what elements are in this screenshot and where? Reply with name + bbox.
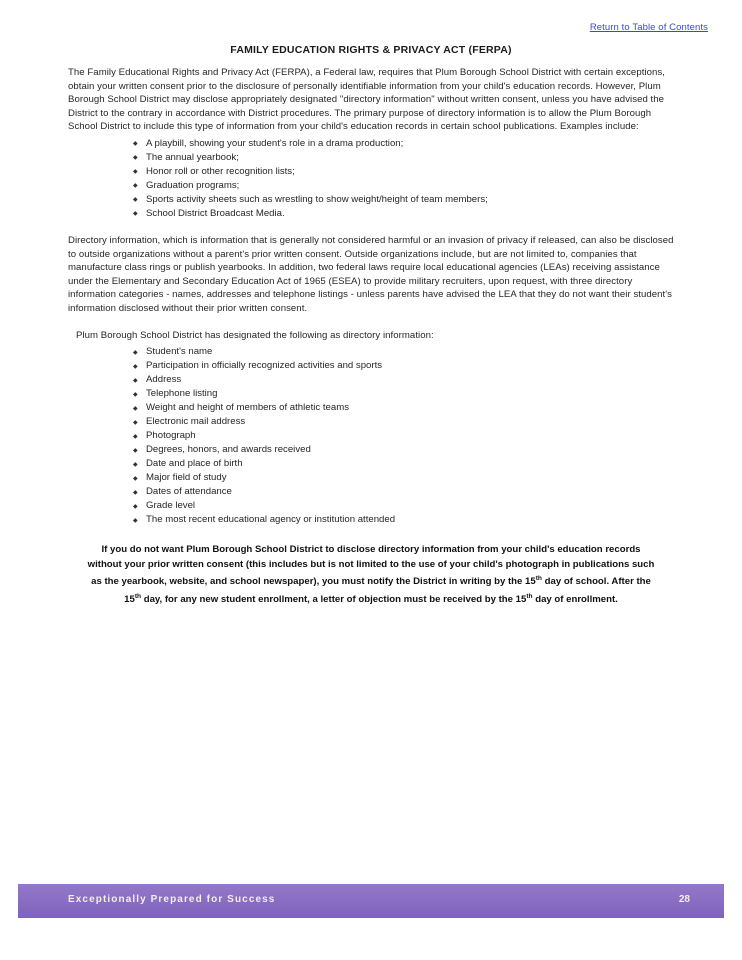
examples-list	[68, 137, 674, 221]
footer-page-number: 28	[678, 894, 690, 905]
document-content	[68, 66, 674, 607]
opt-out-notice-sup-2: th	[134, 592, 142, 600]
list-item: ◆ Graduation programs;	[146, 179, 674, 193]
list-item: ◆ Dates of attendance	[146, 485, 674, 499]
list-item: ◆ Address	[146, 373, 674, 387]
opt-out-notice-text-1: If you do not want Plum Borough School District to disclose directory information from your child's education records without your prior written consent (this includes but is not limited to the use of your child's photograph in publications such as the yearbook, website, and school newspaper), you must notify the District in writing by the 15	[87, 544, 655, 588]
list-item: ◆ Photograph	[146, 429, 674, 443]
list-item: ◆ Sports activity sheets such as wrestling to show weight/height of team members;	[146, 193, 674, 207]
directory-information-list	[68, 345, 674, 527]
opt-out-notice-sup-3: th	[526, 592, 533, 600]
list-item: ◆ Weight and height of members of athletic teams	[146, 401, 674, 415]
designated-directory-paragraph: Plum Borough School District has designated the following as directory information:	[76, 329, 434, 341]
intro-paragraph: The Family Educational Rights and Privacy Act (FERPA), a Federal law, requires that Plum Borough School District with certain exceptions, obtain your written consent prior to the disclosure of personally identifiable information from your child's education records. However, Plum Borough School District may disclose appropriately designated "directory information" without written consent, unless you have advised the District to the contrary in accordance with District procedures. The primary purpose of directory information is to allow the Plum Borough School District to include this type of information from your child's education records in certain school publications. Examples include:	[68, 67, 665, 133]
footer-bar	[18, 884, 724, 918]
page-title: FAMILY EDUCATION RIGHTS & PRIVACY ACT (FERPA)	[230, 44, 512, 56]
opt-out-notice-text-2: day of school. After the 15	[124, 576, 651, 605]
list-item: ◆ Student's name	[146, 345, 674, 359]
list-item: ◆ Grade level	[146, 499, 674, 513]
list-item: ◆ A playbill, showing your student's role in a drama production;	[146, 137, 674, 151]
list-item: ◆ The annual yearbook;	[146, 151, 674, 165]
list-item: ◆ Degrees, honors, and awards received	[146, 443, 674, 457]
footer-tagline: Exceptionally Prepared for Success	[68, 894, 276, 905]
list-item: ◆ Honor roll or other recognition lists;	[146, 165, 674, 179]
opt-out-notice-text-3: day, for any new student enrollment, a letter of objection must be received by the 15	[141, 593, 527, 605]
opt-out-notice-sup-1: th	[535, 574, 542, 582]
list-item: ◆ Date and place of birth	[146, 457, 674, 471]
list-item: ◆ The most recent educational agency or institution attended	[146, 513, 674, 527]
return-to-table-of-contents-link[interactable]: Return to Table of Contents	[589, 22, 708, 33]
opt-out-notice	[68, 543, 674, 607]
opt-out-notice-text-4: day of enrollment.	[532, 593, 618, 605]
list-item: ◆ Telephone listing	[146, 387, 674, 401]
list-item: ◆ School District Broadcast Media.	[146, 207, 674, 221]
directory-information-paragraph: Directory information, which is information that is generally not considered harmful or an invasion of privacy if released, can also be disclosed to outside organizations without a parent's prior written consent. Outside organizations include, but are not limited to, companies that manufacture class rings or publish yearbooks. In addition, two federal laws require local educational agencies (LEAs) receiving assistance under the Elementary and Secondary Education Act of 1965 (ESEA) to provide military recruiters, upon request, with three directory information categories - names, addresses and telephone listings - unless parents have advised the LEA that they do not want their student's information disclosed without their prior written consent.	[68, 234, 674, 314]
list-item: ◆ Electronic mail address	[146, 415, 674, 429]
list-item: ◆ Major field of study	[146, 471, 674, 485]
list-item: ◆ Participation in officially recognized activities and sports	[146, 359, 674, 373]
